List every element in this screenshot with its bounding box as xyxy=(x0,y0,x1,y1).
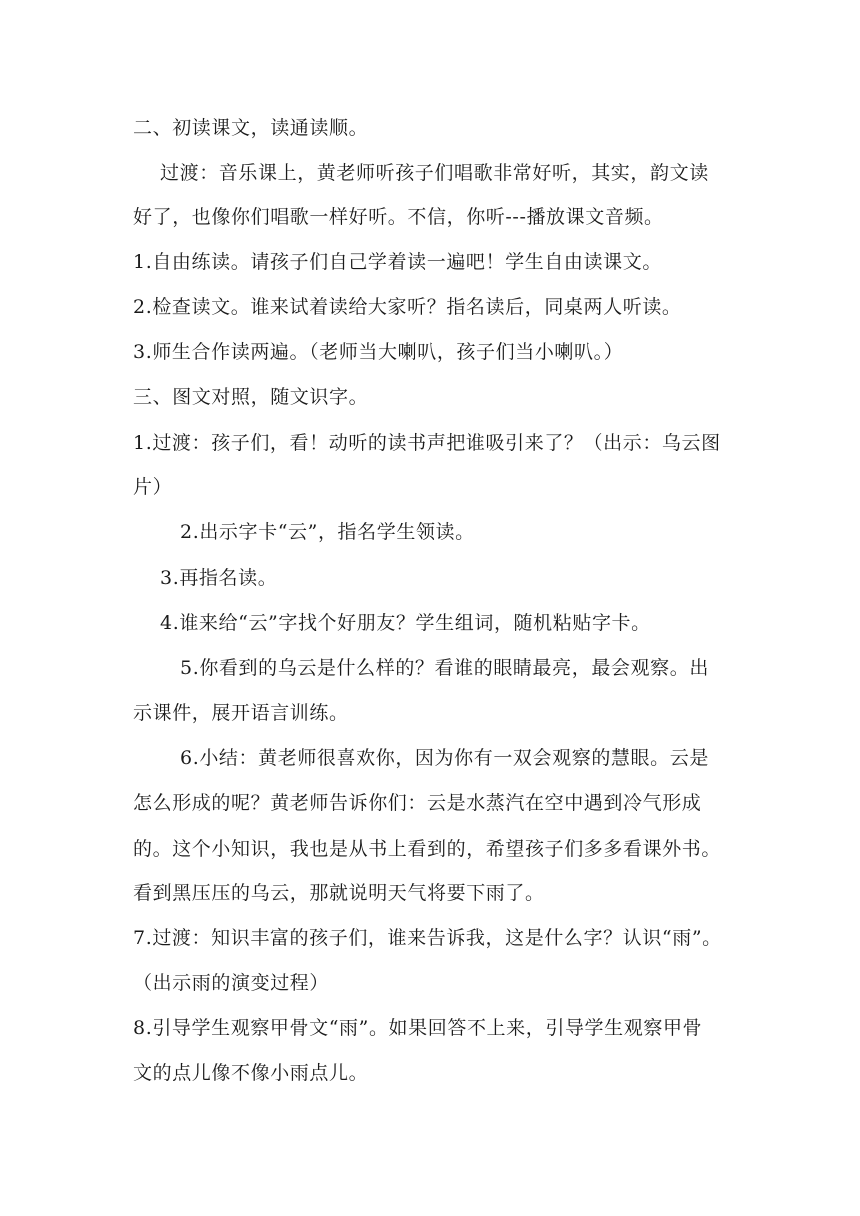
step-oracle-bone-line-1: 8.引导学生观察甲骨文“雨”。如果回答不上来，引导学生观察甲骨 xyxy=(133,1017,703,1039)
section-heading-picture-text: 三、图文对照，随文识字。 xyxy=(133,386,369,408)
step-read-again: 3.再指名读。 xyxy=(160,567,278,589)
step-transition-rain-line-2: （出示雨的演变过程） xyxy=(133,972,330,994)
step-show-character-card: 2.出示字卡“云”，指名学生领读。 xyxy=(180,521,475,543)
transition-paragraph-line-2: 好了，也像你们唱歌一样好听。不信，你听---播放课文音频。 xyxy=(133,206,664,228)
step-summary-line-3: 的。这个小知识，我也是从书上看到的，希望孩子们多多看课外书。 xyxy=(133,838,722,860)
step-summary-line-2: 怎么形成的呢？黄老师告诉你们：云是水蒸汽在空中遇到冷气形成 xyxy=(133,792,702,814)
section-heading-first-reading: 二、初读课文，读通读顺。 xyxy=(133,117,369,139)
step-oracle-bone-line-2: 文的点儿像不像小雨点儿。 xyxy=(133,1062,369,1084)
step-word-building: 4.谁来给“云”字找个好朋友？学生组词，随机粘贴字卡。 xyxy=(160,612,651,634)
step-check-reading: 2.检查读文。谁来试着读给大家听？指名读后，同桌两人听读。 xyxy=(133,296,682,318)
step-summary-line-1: 6.小结：黄老师很喜欢你，因为你有一双会观察的慧眼。云是 xyxy=(180,747,709,769)
step-observe-clouds-line-1: 5.你看到的乌云是什么样的？看谁的眼睛最亮，最会观察。出 xyxy=(180,657,709,679)
step-transition-rain-line-1: 7.过渡：知识丰富的孩子们，谁来告诉我，这是什么字？认识“雨”。 xyxy=(133,927,722,949)
step-transition-clouds-line-1: 1.过渡：孩子们，看！动听的读书声把谁吸引来了？（出示：乌云图 xyxy=(133,432,721,454)
step-transition-clouds-line-2: 片） xyxy=(133,476,173,498)
step-free-reading: 1.自由练读。请孩子们自己学着读一遍吧！学生自由读课文。 xyxy=(133,251,662,273)
transition-paragraph-line-1: 过渡：音乐课上，黄老师听孩子们唱歌非常好听，其实，韵文读 xyxy=(160,162,709,184)
step-summary-line-4: 看到黑压压的乌云，那就说明天气将要下雨了。 xyxy=(133,882,545,904)
step-observe-clouds-line-2: 示课件，展开语言训练。 xyxy=(133,702,349,724)
step-cooperative-reading: 3.师生合作读两遍。（老师当大喇叭，孩子们当小喇叭。） xyxy=(133,341,624,363)
